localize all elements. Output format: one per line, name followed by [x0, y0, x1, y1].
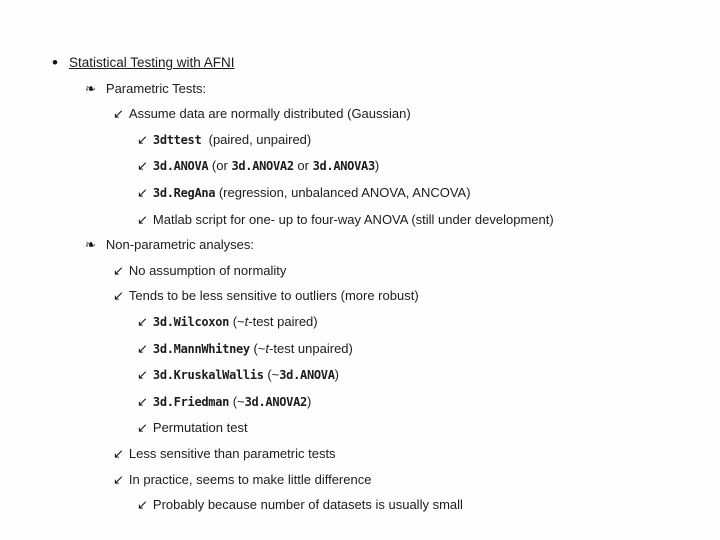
- line-matlab-script: [0, 207, 720, 233]
- text-segment: 3d.MannWhitney: [152, 341, 250, 356]
- text-segment: Probably because number of datasets is usually small: [152, 497, 463, 513]
- text-segment: -test unpaired): [269, 340, 353, 356]
- line-assume-gaussian: [0, 101, 720, 127]
- line-3dmannwhitney: [0, 336, 720, 363]
- text-segment: Parametric Tests:: [105, 80, 207, 96]
- line-no-assumption: [0, 258, 720, 284]
- text-segment: 3d.ANOVA2: [231, 159, 294, 174]
- text-segment: Tends to be less sensitive to outliers (more robust): [128, 288, 419, 304]
- arrow-bullet-icon: ↙: [137, 497, 148, 513]
- flower-bullet-icon: ❧: [85, 80, 96, 96]
- text-segment: 3d.Friedman: [152, 394, 230, 409]
- line-3danova: [0, 153, 720, 180]
- text-segment: 3d.ANOVA: [152, 159, 209, 174]
- text-segment: ): [334, 367, 339, 383]
- text-segment: t: [265, 340, 270, 356]
- text-segment: 3d.Wilcoxon: [152, 314, 230, 329]
- text-segment: 3d.RegAna: [152, 185, 216, 200]
- text-segment: Assume data are normally distributed (Gaussian): [128, 106, 411, 122]
- arrow-bullet-icon: ↙: [113, 106, 124, 122]
- arrow-bullet-icon: ↙: [137, 131, 148, 147]
- text-segment: No assumption of normality: [128, 262, 287, 278]
- arrow-bullet-icon: ↙: [137, 367, 148, 383]
- arrow-bullet-icon: ↙: [113, 288, 124, 304]
- text-segment: (~: [249, 340, 266, 356]
- text-segment: (or: [208, 158, 232, 174]
- text-segment: In practice, seems to make little difference: [128, 471, 372, 487]
- line-parametric-tests: [0, 76, 720, 102]
- arrow-bullet-icon: ↙: [137, 420, 148, 436]
- arrow-bullet-icon: ↙: [113, 445, 124, 461]
- line-less-sensitive-parametric: [0, 441, 720, 467]
- text-segment: Permutation test: [152, 420, 248, 436]
- line-in-practice: [0, 467, 720, 493]
- line-3dregana: [0, 180, 720, 207]
- line-permutation-test: [0, 415, 720, 441]
- line-3dwilcoxon: [0, 309, 720, 336]
- text-segment: 3d.KruskalWallis: [152, 368, 264, 383]
- arrow-bullet-icon: ↙: [137, 340, 148, 356]
- text-segment: -test paired): [248, 313, 318, 329]
- text-segment: (paired, unpaired): [201, 131, 312, 147]
- text-segment: 3d.ANOVA: [279, 368, 335, 383]
- text-segment: Less sensitive than parametric tests: [128, 445, 336, 461]
- line-less-sensitive-outliers: [0, 283, 720, 309]
- text-segment: ): [374, 158, 380, 174]
- text-segment: Statistical Testing with AFNI: [68, 55, 235, 70]
- text-segment: t: [244, 313, 249, 329]
- line-probably-small-datasets: [0, 492, 720, 518]
- arrow-bullet-icon: ↙: [113, 471, 124, 487]
- arrow-bullet-icon: ↙: [137, 393, 148, 409]
- arrow-bullet-icon: ↙: [137, 211, 148, 227]
- line-nonparametric: [0, 232, 720, 258]
- arrow-bullet-icon: ↙: [113, 262, 124, 278]
- flower-bullet-icon: ❧: [85, 237, 96, 253]
- arrow-bullet-icon: ↙: [137, 313, 148, 329]
- line-3dkruskalwallis: [0, 362, 720, 389]
- line-3dfriedman: [0, 389, 720, 416]
- arrow-bullet-icon: ↙: [137, 184, 148, 200]
- text-segment: (~: [263, 367, 280, 383]
- text-segment: (regression, unbalanced ANOVA, ANCOVA): [215, 184, 471, 200]
- text-segment: 3d.ANOVA2: [244, 394, 307, 409]
- text-segment: 3dttest: [152, 132, 202, 147]
- text-segment: ): [306, 393, 312, 409]
- text-segment: (~: [229, 313, 245, 329]
- text-segment: 3d.ANOVA3: [312, 159, 375, 174]
- title-line: [0, 50, 720, 76]
- dot-bullet-icon: •: [52, 53, 58, 72]
- text-segment: (~: [229, 393, 245, 409]
- arrow-bullet-icon: ↙: [137, 158, 148, 174]
- text-segment: Non-parametric analyses:: [105, 237, 255, 253]
- text-segment: or: [293, 158, 313, 174]
- line-3dttest: [0, 127, 720, 154]
- text-segment: Matlab script for one- up to four-way ANOVA (still under development): [152, 211, 554, 227]
